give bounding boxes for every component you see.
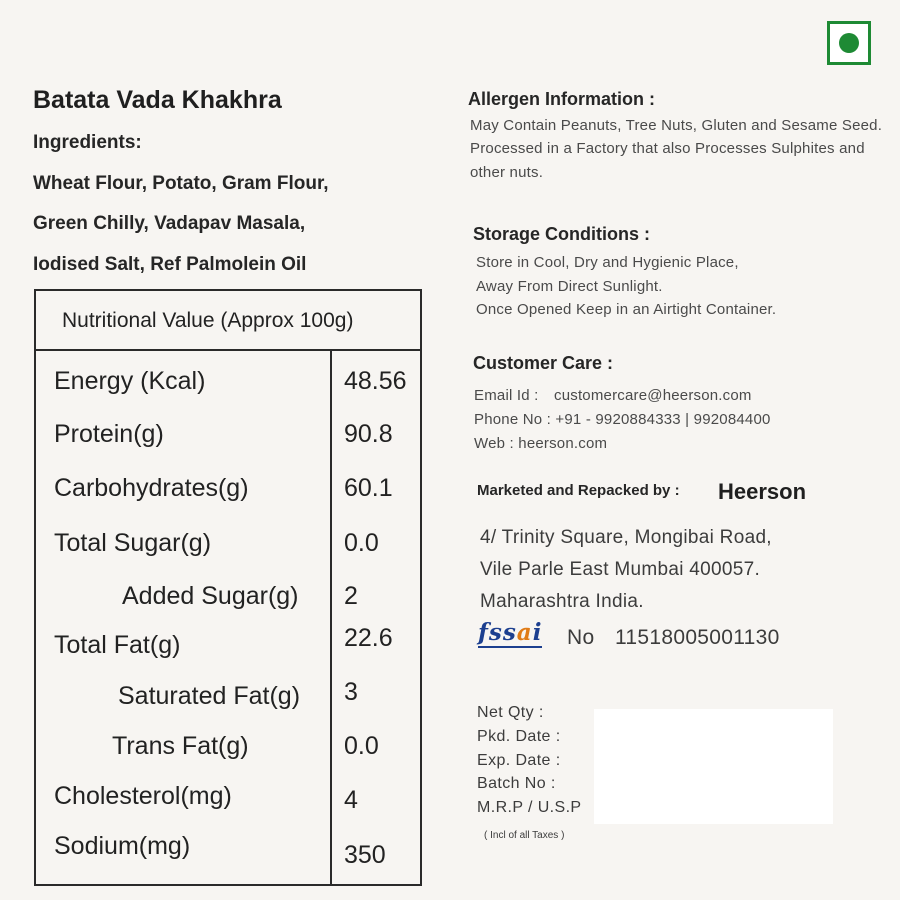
nutrient-value: 60.1 <box>344 474 393 502</box>
print-label-box <box>594 709 833 824</box>
nutrient-label: Energy (Kcal) <box>54 367 206 395</box>
ingredients-line: Wheat Flour, Potato, Gram Flour, <box>33 173 329 194</box>
brand-name: Heerson <box>718 479 807 504</box>
ingredients-line: Iodised Salt, Ref Palmolein Oil <box>33 254 307 275</box>
address-line: Maharashtra India. <box>480 591 644 612</box>
fssai-logo-icon <box>478 620 542 648</box>
ingredients-heading: Ingredients: <box>33 132 142 153</box>
nutrient-label: Added Sugar(g) <box>122 582 299 610</box>
nutrition-heading: Nutritional Value (Approx 100g) <box>36 291 420 351</box>
nutrient-label: Protein(g) <box>54 420 164 448</box>
nutrient-label: Carbohydrates(g) <box>54 474 249 502</box>
nutrient-value: 3 <box>344 678 358 706</box>
taxes-note: ( Incl of all Taxes ) <box>484 830 565 841</box>
veg-symbol-icon <box>827 21 871 65</box>
nutrient-value: 2 <box>344 582 358 610</box>
phone-line: Phone No : +91 - 9920884333 | 992084400 <box>474 411 771 428</box>
fssai-number: 11518005001130 <box>615 626 780 649</box>
nutrient-label: Total Fat(g) <box>54 631 181 659</box>
email-link[interactable]: customercare@heerson.com <box>554 387 752 404</box>
nutrient-label: Sodium(mg) <box>54 832 191 860</box>
batch-no-label: Batch No : <box>477 775 556 792</box>
fssai-accent: a <box>516 619 533 646</box>
fssai-logo-text: fssai <box>478 619 543 646</box>
nutrient-value: 350 <box>344 841 386 869</box>
nutrient-value: 90.8 <box>344 420 393 448</box>
marketer-label: Marketed and Repacked by : <box>477 482 680 499</box>
nutrient-value: 0.0 <box>344 529 379 557</box>
veg-dot <box>839 33 859 53</box>
nutrient-label: Saturated Fat(g) <box>118 682 301 710</box>
allergen-line: other nuts. <box>470 164 544 181</box>
address-line: 4/ Trinity Square, Mongibai Road, <box>480 527 772 548</box>
nutrition-table <box>34 289 422 886</box>
allergen-line: Processed in a Factory that also Processes Sulphites and <box>470 140 865 157</box>
nutrient-value: 0.0 <box>344 732 379 760</box>
email-label: Email Id : <box>474 387 539 404</box>
customer-care-heading: Customer Care : <box>473 353 614 373</box>
pkd-date-label: Pkd. Date : <box>477 728 561 745</box>
column-divider <box>330 349 332 884</box>
allergen-line: May Contain Peanuts, Tree Nuts, Gluten and Sesame Seed. <box>470 117 883 134</box>
nutrient-label: Trans Fat(g) <box>112 732 249 760</box>
net-qty-label: Net Qty : <box>477 704 544 721</box>
storage-heading: Storage Conditions : <box>473 224 650 244</box>
web-link[interactable]: Web : heerson.com <box>474 435 608 452</box>
nutrient-value: 48.56 <box>344 367 407 395</box>
nutrient-label: Cholesterol(mg) <box>54 782 232 810</box>
storage-line: Store in Cool, Dry and Hygienic Place, <box>476 254 739 271</box>
nutrient-value: 4 <box>344 786 358 814</box>
mrp-label: M.R.P / U.S.P <box>477 799 582 816</box>
nutrient-label: Total Sugar(g) <box>54 529 212 557</box>
ingredients-line: Green Chilly, Vadapav Masala, <box>33 213 306 234</box>
exp-date-label: Exp. Date : <box>477 752 561 769</box>
fssai-no-label: No <box>567 626 595 649</box>
storage-line: Once Opened Keep in an Airtight Container. <box>476 301 777 318</box>
address-line: Vile Parle East Mumbai 400057. <box>480 559 761 580</box>
nutrient-value: 22.6 <box>344 624 393 652</box>
storage-line: Away From Direct Sunlight. <box>476 278 663 295</box>
product-title: Batata Vada Khakhra <box>33 86 282 114</box>
allergen-heading: Allergen Information : <box>468 89 656 109</box>
